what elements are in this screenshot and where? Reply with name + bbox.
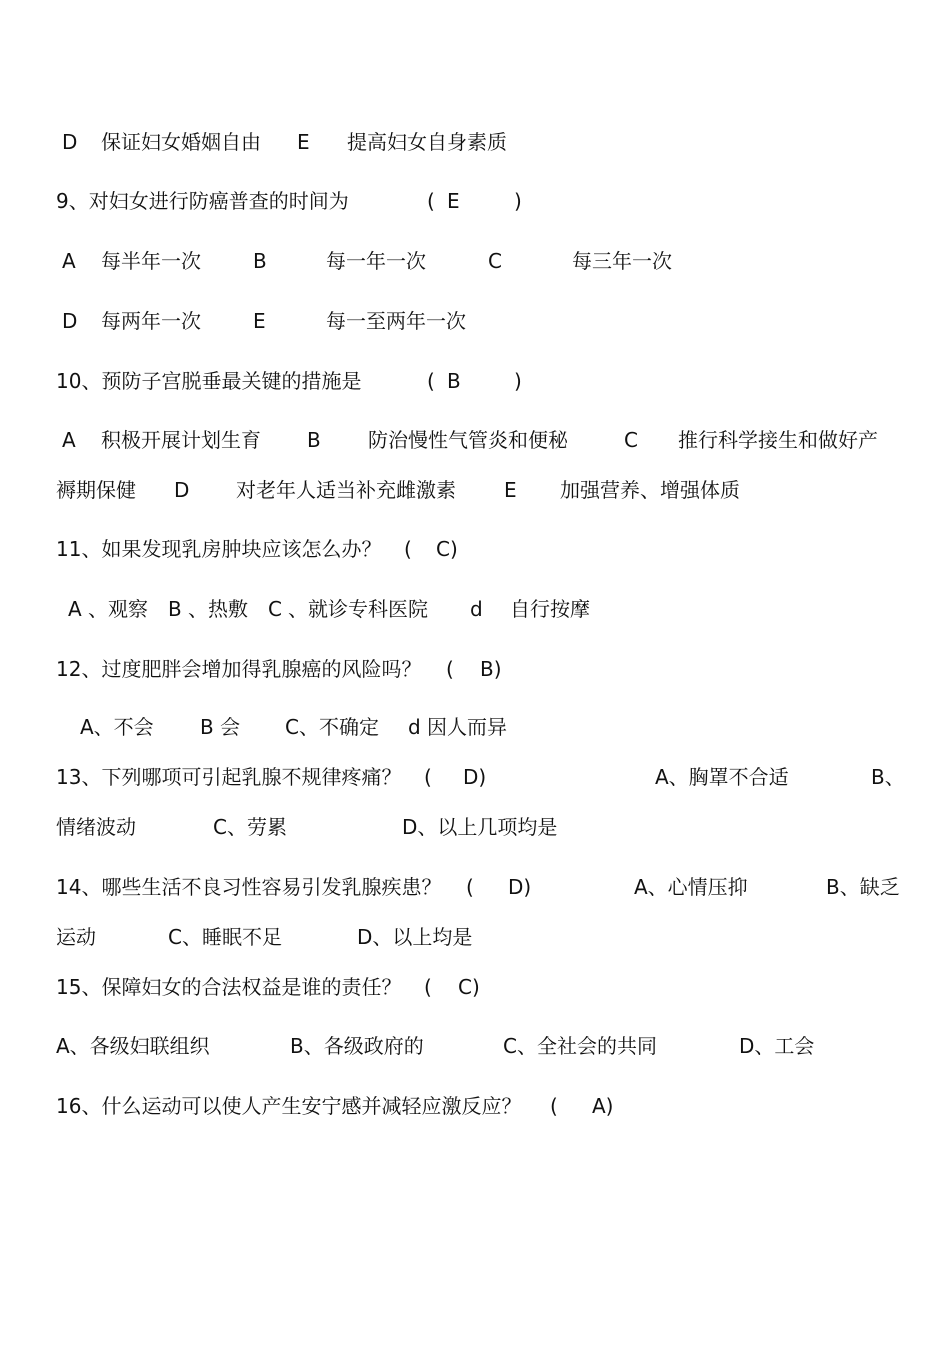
option-c-letter: C (488, 249, 502, 273)
option-b-text: 防治慢性气管炎和便秘 (368, 428, 568, 452)
q11-options (0, 594, 950, 624)
option-b-text: 情绪波动 (56, 815, 136, 839)
question-text: 12、过度肥胖会增加得乳腺癌的风险吗？ (56, 657, 422, 681)
option-d-text: 对老年人适当补充雌激素 (236, 478, 456, 502)
question-10 (0, 366, 950, 396)
q14-options-line-2 (0, 922, 950, 952)
question-13 (0, 762, 950, 792)
option-d-text: 保证妇女婚姻自由 (101, 130, 261, 154)
question-16 (0, 1091, 950, 1121)
option-d: d 因人而异 (408, 715, 508, 739)
option-a-letter: A (62, 428, 76, 452)
answer-close-paren: ) (514, 189, 522, 213)
q15-options (0, 1031, 950, 1061)
option-b-letter: B、 (871, 765, 905, 789)
q9-options-abc (0, 246, 950, 276)
question-14 (0, 872, 950, 902)
option-b-letter: B (307, 428, 321, 452)
option-c-text: 每三年一次 (572, 249, 672, 273)
option-a: A、不会 (80, 715, 154, 739)
question-15 (0, 972, 950, 1002)
option-a-text: 每半年一次 (101, 249, 201, 273)
option-e-text: 每一至两年一次 (326, 309, 466, 333)
option-d: D、以上几项均是 (402, 815, 558, 839)
option-c: C、不确定 (285, 715, 379, 739)
answer-letter: B) (480, 657, 502, 681)
option-d-letter: d (470, 597, 483, 621)
answer-letter: D) (463, 765, 487, 789)
option-a-text: 、观察 (88, 597, 148, 621)
option-a-text: 积极开展计划生育 (101, 428, 261, 452)
option-c-text: 推行科学接生和做好产 (678, 428, 878, 452)
question-text: 16、什么运动可以使人产生安宁感并减轻应激反应？ (56, 1094, 522, 1118)
answer-open-paren: ( (424, 765, 432, 789)
answer-open-paren: ( (446, 657, 454, 681)
question-9 (0, 186, 950, 216)
q10-options-line-1 (0, 425, 950, 455)
question-text: 10、预防子宫脱垂最关键的措施是 (56, 369, 362, 393)
answer-letter: B (447, 369, 461, 393)
option-a-letter: A (62, 249, 76, 273)
option-c-letter: C (268, 597, 282, 621)
option-a: A、心情压抑 (634, 875, 748, 899)
question-11 (0, 534, 950, 564)
option-c: C、全社会的共同 (503, 1034, 657, 1058)
q13-options-line-2 (0, 812, 950, 842)
option-c-text: 、就诊专科医院 (288, 597, 428, 621)
option-e-letter: E (297, 130, 310, 154)
option-d-letter: D (62, 309, 78, 333)
option-b-letter: B (168, 597, 182, 621)
answer-letter: D) (508, 875, 532, 899)
option-d-text: 自行按摩 (510, 597, 590, 621)
option-b-text-continued: 运动 (56, 925, 96, 949)
answer-open-paren: ( (424, 975, 432, 999)
q8-options-de (0, 127, 950, 157)
answer-open-paren: ( (550, 1094, 558, 1118)
option-c-letter: C (624, 428, 638, 452)
question-12 (0, 654, 950, 684)
answer-open-paren: ( (466, 875, 474, 899)
answer-letter: C) (458, 975, 480, 999)
q10-options-line-2 (0, 475, 950, 505)
option-b: B、各级政府的 (290, 1034, 424, 1058)
option-e-letter: E (253, 309, 266, 333)
option-a-letter: A (68, 597, 82, 621)
option-d-letter: D (62, 130, 78, 154)
answer-close-paren: ) (514, 369, 522, 393)
option-e-text: 加强营养、增强体质 (560, 478, 740, 502)
answer-letter: A) (592, 1094, 614, 1118)
option-b: B、缺乏 (826, 875, 900, 899)
answer-open-paren: ( (427, 369, 435, 393)
answer-letter: C) (436, 537, 458, 561)
answer-open-paren: ( (427, 189, 435, 213)
question-text: 14、哪些生活不良习性容易引发乳腺疾患？ (56, 875, 442, 899)
option-b-letter: B (253, 249, 267, 273)
option-c: C、劳累 (213, 815, 287, 839)
q9-options-de (0, 306, 950, 336)
option-d-letter: D (174, 478, 190, 502)
option-e-text: 提高妇女自身素质 (347, 130, 507, 154)
option-b-text: 每一年一次 (326, 249, 426, 273)
option-a: A、各级妇联组织 (56, 1034, 210, 1058)
option-b-text: 、热敷 (188, 597, 248, 621)
answer-open-paren: ( (404, 537, 412, 561)
option-c: C、睡眠不足 (168, 925, 282, 949)
option-a: A、胸罩不合适 (655, 765, 789, 789)
question-text: 11、如果发现乳房肿块应该怎么办？ (56, 537, 382, 561)
option-c-text-continued: 褥期保健 (56, 478, 136, 502)
answer-letter: E (447, 189, 460, 213)
option-d: D、以上均是 (357, 925, 473, 949)
q12-options (0, 712, 950, 742)
option-e-letter: E (504, 478, 517, 502)
question-text: 13、下列哪项可引起乳腺不规律疼痛？ (56, 765, 402, 789)
option-b: B 会 (200, 715, 241, 739)
option-d: D、工会 (739, 1034, 815, 1058)
question-text: 15、保障妇女的合法权益是谁的责任？ (56, 975, 402, 999)
option-d-text: 每两年一次 (101, 309, 201, 333)
question-text: 9、对妇女进行防癌普查的时间为 (56, 189, 349, 213)
